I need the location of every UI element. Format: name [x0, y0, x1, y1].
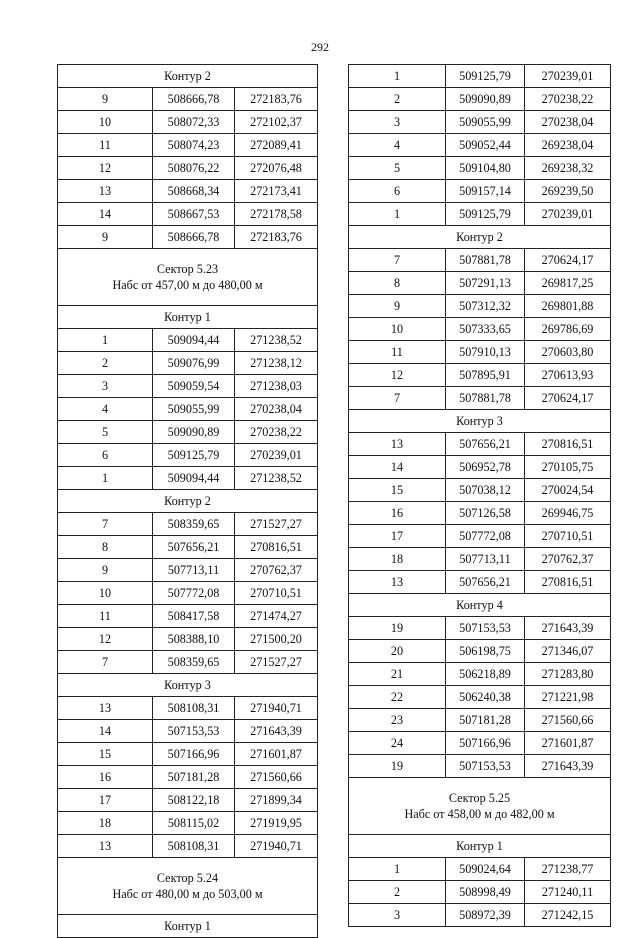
- table-row: [349, 180, 611, 203]
- x-coordinate-cell: 508998,49: [446, 881, 525, 904]
- y-coordinate-cell: 271283,80: [525, 663, 611, 686]
- contour-header-row: [58, 490, 318, 513]
- table-row: [58, 536, 318, 559]
- point-number-cell: 2: [349, 88, 446, 111]
- left-coordinates-column: [57, 64, 317, 938]
- x-coordinate-cell: 509052,44: [446, 134, 525, 157]
- x-coordinate-cell: 508667,53: [153, 203, 235, 226]
- table-row: [349, 502, 611, 525]
- x-coordinate-cell: 509157,14: [446, 180, 525, 203]
- y-coordinate-cell: 270624,17: [525, 249, 611, 272]
- y-coordinate-cell: 272089,41: [235, 134, 318, 157]
- x-coordinate-cell: 508666,78: [153, 226, 235, 249]
- point-number-cell: 14: [58, 720, 153, 743]
- y-coordinate-cell: 271238,03: [235, 375, 318, 398]
- table-row: [349, 525, 611, 548]
- x-coordinate-cell: 507895,91: [446, 364, 525, 387]
- x-coordinate-cell: 508666,78: [153, 88, 235, 111]
- point-number-cell: 18: [349, 548, 446, 571]
- point-number-cell: 2: [349, 881, 446, 904]
- y-coordinate-cell: 272076,48: [235, 157, 318, 180]
- y-coordinate-cell: 270710,51: [235, 582, 318, 605]
- point-number-cell: 16: [349, 502, 446, 525]
- right-coordinates-table: [348, 64, 611, 927]
- table-row: [58, 467, 318, 490]
- x-coordinate-cell: 508108,31: [153, 835, 235, 858]
- x-coordinate-cell: 507153,53: [153, 720, 235, 743]
- point-number-cell: 7: [349, 387, 446, 410]
- point-number-cell: 13: [58, 180, 153, 203]
- point-number-cell: 20: [349, 640, 446, 663]
- x-coordinate-cell: 507038,12: [446, 479, 525, 502]
- table-row: [349, 548, 611, 571]
- point-number-cell: 1: [349, 203, 446, 226]
- table-row: [58, 720, 318, 743]
- sector-header: [58, 858, 318, 915]
- x-coordinate-cell: 507181,28: [153, 766, 235, 789]
- table-row: [349, 732, 611, 755]
- x-coordinate-cell: 507166,96: [153, 743, 235, 766]
- point-number-cell: 7: [58, 651, 153, 674]
- point-number-cell: 8: [58, 536, 153, 559]
- y-coordinate-cell: 271899,34: [235, 789, 318, 812]
- y-coordinate-cell: 271643,39: [235, 720, 318, 743]
- table-row: [58, 582, 318, 605]
- sector-title: Сектор 5.24: [156, 871, 219, 885]
- x-coordinate-cell: 509125,79: [446, 203, 525, 226]
- table-row: [349, 904, 611, 927]
- y-coordinate-cell: 270816,51: [525, 433, 611, 456]
- table-row: [58, 134, 318, 157]
- table-row: [58, 329, 318, 352]
- x-coordinate-cell: 508417,58: [153, 605, 235, 628]
- table-row: [349, 755, 611, 778]
- left-coordinates-table: [57, 64, 318, 938]
- x-coordinate-cell: 509055,99: [153, 398, 235, 421]
- point-number-cell: 17: [349, 525, 446, 548]
- x-coordinate-cell: 507656,21: [446, 433, 525, 456]
- x-coordinate-cell: 507333,65: [446, 318, 525, 341]
- x-coordinate-cell: 509024,64: [446, 858, 525, 881]
- x-coordinate-cell: 508076,22: [153, 157, 235, 180]
- y-coordinate-cell: 269817,25: [525, 272, 611, 295]
- table-row: [349, 881, 611, 904]
- y-coordinate-cell: 272173,41: [235, 180, 318, 203]
- contour-header-row: [349, 835, 611, 858]
- y-coordinate-cell: 270238,22: [525, 88, 611, 111]
- x-coordinate-cell: 508072,33: [153, 111, 235, 134]
- contour-header: Контур 1: [58, 306, 318, 329]
- x-coordinate-cell: 506240,38: [446, 686, 525, 709]
- point-number-cell: 10: [349, 318, 446, 341]
- table-row: [349, 318, 611, 341]
- x-coordinate-cell: 507881,78: [446, 387, 525, 410]
- point-number-cell: 14: [58, 203, 153, 226]
- table-row: [349, 341, 611, 364]
- table-row: [349, 295, 611, 318]
- x-coordinate-cell: 509094,44: [153, 467, 235, 490]
- x-coordinate-cell: 508359,65: [153, 513, 235, 536]
- contour-header: Контур 3: [58, 674, 318, 697]
- point-number-cell: 11: [58, 134, 153, 157]
- point-number-cell: 11: [58, 605, 153, 628]
- table-row: [58, 789, 318, 812]
- point-number-cell: 9: [58, 88, 153, 111]
- table-row: [58, 628, 318, 651]
- y-coordinate-cell: 271601,87: [525, 732, 611, 755]
- x-coordinate-cell: 507153,53: [446, 755, 525, 778]
- y-coordinate-cell: 270239,01: [525, 65, 611, 88]
- point-number-cell: 1: [349, 858, 446, 881]
- table-row: [58, 375, 318, 398]
- point-number-cell: 19: [349, 755, 446, 778]
- y-coordinate-cell: 270762,37: [235, 559, 318, 582]
- sector-header: [58, 249, 318, 306]
- table-row: [58, 352, 318, 375]
- y-coordinate-cell: 272102,37: [235, 111, 318, 134]
- table-row: [58, 111, 318, 134]
- table-row: [58, 203, 318, 226]
- point-number-cell: 13: [58, 835, 153, 858]
- table-row: [349, 858, 611, 881]
- x-coordinate-cell: 507181,28: [446, 709, 525, 732]
- y-coordinate-cell: 270105,75: [525, 456, 611, 479]
- y-coordinate-cell: 271346,07: [525, 640, 611, 663]
- contour-header-row: [58, 674, 318, 697]
- contour-header: Контур 3: [349, 410, 611, 433]
- x-coordinate-cell: 507291,13: [446, 272, 525, 295]
- table-row: [349, 111, 611, 134]
- y-coordinate-cell: 272178,58: [235, 203, 318, 226]
- y-coordinate-cell: 271919,95: [235, 812, 318, 835]
- y-coordinate-cell: 271238,12: [235, 352, 318, 375]
- point-number-cell: 6: [58, 444, 153, 467]
- contour-header: Контур 2: [349, 226, 611, 249]
- y-coordinate-cell: 271242,15: [525, 904, 611, 927]
- point-number-cell: 13: [349, 433, 446, 456]
- x-coordinate-cell: 507713,11: [446, 548, 525, 571]
- y-coordinate-cell: 271527,27: [235, 651, 318, 674]
- y-coordinate-cell: 270238,04: [235, 398, 318, 421]
- x-coordinate-cell: 509055,99: [446, 111, 525, 134]
- x-coordinate-cell: 507126,58: [446, 502, 525, 525]
- y-coordinate-cell: 269946,75: [525, 502, 611, 525]
- contour-header: Контур 1: [58, 915, 318, 938]
- x-coordinate-cell: 509094,44: [153, 329, 235, 352]
- table-row: [58, 513, 318, 536]
- point-number-cell: 13: [349, 571, 446, 594]
- point-number-cell: 12: [58, 628, 153, 651]
- table-row: [349, 387, 611, 410]
- x-coordinate-cell: 509090,89: [153, 421, 235, 444]
- sector-title: Сектор 5.23: [156, 262, 219, 276]
- x-coordinate-cell: 509125,79: [153, 444, 235, 467]
- table-row: [58, 559, 318, 582]
- x-coordinate-cell: 507656,21: [446, 571, 525, 594]
- table-row: [349, 249, 611, 272]
- sector-header: [349, 778, 611, 835]
- x-coordinate-cell: 508108,31: [153, 697, 235, 720]
- point-number-cell: 6: [349, 180, 446, 203]
- x-coordinate-cell: 507881,78: [446, 249, 525, 272]
- table-row: [58, 226, 318, 249]
- table-row: [349, 364, 611, 387]
- y-coordinate-cell: 271238,52: [235, 467, 318, 490]
- point-number-cell: 3: [349, 904, 446, 927]
- y-coordinate-cell: 270816,51: [525, 571, 611, 594]
- y-coordinate-cell: 271474,27: [235, 605, 318, 628]
- y-coordinate-cell: 270238,04: [525, 111, 611, 134]
- point-number-cell: 13: [58, 697, 153, 720]
- point-number-cell: 15: [349, 479, 446, 502]
- point-number-cell: 17: [58, 789, 153, 812]
- point-number-cell: 3: [58, 375, 153, 398]
- x-coordinate-cell: 508074,23: [153, 134, 235, 157]
- table-row: [349, 640, 611, 663]
- table-row: [349, 203, 611, 226]
- table-row: [58, 398, 318, 421]
- contour-header-row: [58, 65, 318, 88]
- table-row: [58, 766, 318, 789]
- point-number-cell: 14: [349, 456, 446, 479]
- x-coordinate-cell: 507910,13: [446, 341, 525, 364]
- point-number-cell: 16: [58, 766, 153, 789]
- x-coordinate-cell: 509076,99: [153, 352, 235, 375]
- y-coordinate-cell: 271940,71: [235, 697, 318, 720]
- y-coordinate-cell: 271560,66: [235, 766, 318, 789]
- y-coordinate-cell: 271238,52: [235, 329, 318, 352]
- y-coordinate-cell: 271500,20: [235, 628, 318, 651]
- table-row: [58, 697, 318, 720]
- y-coordinate-cell: 271601,87: [235, 743, 318, 766]
- point-number-cell: 1: [58, 329, 153, 352]
- y-coordinate-cell: 270762,37: [525, 548, 611, 571]
- y-coordinate-cell: 271940,71: [235, 835, 318, 858]
- x-coordinate-cell: 507656,21: [153, 536, 235, 559]
- x-coordinate-cell: 506198,75: [446, 640, 525, 663]
- x-coordinate-cell: 509059,54: [153, 375, 235, 398]
- y-coordinate-cell: 269786,69: [525, 318, 611, 341]
- contour-header-row: [349, 410, 611, 433]
- x-coordinate-cell: 508388,10: [153, 628, 235, 651]
- y-coordinate-cell: 272183,76: [235, 226, 318, 249]
- y-coordinate-cell: 269239,50: [525, 180, 611, 203]
- y-coordinate-cell: 270239,01: [525, 203, 611, 226]
- point-number-cell: 19: [349, 617, 446, 640]
- contour-header: Контур 4: [349, 594, 611, 617]
- sector-height-range: Набс от 457,00 м до 480,00 м: [112, 278, 263, 292]
- x-coordinate-cell: 508668,34: [153, 180, 235, 203]
- x-coordinate-cell: 506218,89: [446, 663, 525, 686]
- y-coordinate-cell: 271221,98: [525, 686, 611, 709]
- point-number-cell: 1: [349, 65, 446, 88]
- x-coordinate-cell: 508359,65: [153, 651, 235, 674]
- point-number-cell: 9: [58, 559, 153, 582]
- x-coordinate-cell: 509104,80: [446, 157, 525, 180]
- table-row: [58, 743, 318, 766]
- right-coordinates-column: [348, 64, 610, 927]
- x-coordinate-cell: 506952,78: [446, 456, 525, 479]
- point-number-cell: 23: [349, 709, 446, 732]
- y-coordinate-cell: 269238,04: [525, 134, 611, 157]
- table-row: [349, 686, 611, 709]
- point-number-cell: 10: [58, 582, 153, 605]
- x-coordinate-cell: 508115,02: [153, 812, 235, 835]
- point-number-cell: 15: [58, 743, 153, 766]
- point-number-cell: 4: [58, 398, 153, 421]
- point-number-cell: 1: [58, 467, 153, 490]
- x-coordinate-cell: 508972,39: [446, 904, 525, 927]
- x-coordinate-cell: 507312,32: [446, 295, 525, 318]
- table-row: [349, 663, 611, 686]
- contour-header-row: [58, 306, 318, 329]
- table-row: [58, 88, 318, 111]
- point-number-cell: 11: [349, 341, 446, 364]
- x-coordinate-cell: 508122,18: [153, 789, 235, 812]
- sector-header-row: [58, 858, 318, 915]
- point-number-cell: 10: [58, 111, 153, 134]
- y-coordinate-cell: 271643,39: [525, 755, 611, 778]
- contour-header: Контур 2: [58, 65, 318, 88]
- point-number-cell: 3: [349, 111, 446, 134]
- point-number-cell: 4: [349, 134, 446, 157]
- sector-header-row: [58, 249, 318, 306]
- point-number-cell: 8: [349, 272, 446, 295]
- point-number-cell: 7: [349, 249, 446, 272]
- y-coordinate-cell: 270816,51: [235, 536, 318, 559]
- y-coordinate-cell: 269238,32: [525, 157, 611, 180]
- x-coordinate-cell: 507153,53: [446, 617, 525, 640]
- x-coordinate-cell: 509125,79: [446, 65, 525, 88]
- table-row: [58, 180, 318, 203]
- table-row: [58, 444, 318, 467]
- table-row: [349, 456, 611, 479]
- x-coordinate-cell: 509090,89: [446, 88, 525, 111]
- sector-height-range: Набс от 458,00 м до 482,00 м: [404, 807, 555, 821]
- y-coordinate-cell: 271560,66: [525, 709, 611, 732]
- point-number-cell: 12: [58, 157, 153, 180]
- point-number-cell: 9: [349, 295, 446, 318]
- y-coordinate-cell: 269801,88: [525, 295, 611, 318]
- y-coordinate-cell: 270239,01: [235, 444, 318, 467]
- y-coordinate-cell: 272183,76: [235, 88, 318, 111]
- y-coordinate-cell: 271238,77: [525, 858, 611, 881]
- table-row: [349, 709, 611, 732]
- table-row: [58, 157, 318, 180]
- y-coordinate-cell: 271643,39: [525, 617, 611, 640]
- point-number-cell: 5: [58, 421, 153, 444]
- point-number-cell: 18: [58, 812, 153, 835]
- table-row: [349, 134, 611, 157]
- y-coordinate-cell: 271527,27: [235, 513, 318, 536]
- contour-header: Контур 1: [349, 835, 611, 858]
- x-coordinate-cell: 507166,96: [446, 732, 525, 755]
- table-row: [349, 65, 611, 88]
- page-number: 292: [311, 40, 329, 54]
- y-coordinate-cell: 270024,54: [525, 479, 611, 502]
- y-coordinate-cell: 270238,22: [235, 421, 318, 444]
- y-coordinate-cell: 270624,17: [525, 387, 611, 410]
- table-row: [58, 605, 318, 628]
- y-coordinate-cell: 270710,51: [525, 525, 611, 548]
- table-row: [349, 479, 611, 502]
- table-row: [349, 157, 611, 180]
- sector-height-range: Набс от 480,00 м до 503,00 м: [112, 887, 263, 901]
- x-coordinate-cell: 507713,11: [153, 559, 235, 582]
- sector-header-row: [349, 778, 611, 835]
- point-number-cell: 21: [349, 663, 446, 686]
- sector-title: Сектор 5.25: [448, 791, 511, 805]
- point-number-cell: 22: [349, 686, 446, 709]
- x-coordinate-cell: 507772,08: [153, 582, 235, 605]
- table-row: [349, 617, 611, 640]
- table-row: [349, 88, 611, 111]
- table-row: [349, 571, 611, 594]
- x-coordinate-cell: 507772,08: [446, 525, 525, 548]
- point-number-cell: 12: [349, 364, 446, 387]
- point-number-cell: 7: [58, 513, 153, 536]
- point-number-cell: 9: [58, 226, 153, 249]
- y-coordinate-cell: 271240,11: [525, 881, 611, 904]
- point-number-cell: 5: [349, 157, 446, 180]
- point-number-cell: 24: [349, 732, 446, 755]
- table-row: [349, 433, 611, 456]
- contour-header-row: [349, 594, 611, 617]
- y-coordinate-cell: 270613,93: [525, 364, 611, 387]
- table-row: [349, 272, 611, 295]
- table-row: [58, 651, 318, 674]
- table-row: [58, 421, 318, 444]
- table-row: [58, 835, 318, 858]
- point-number-cell: 2: [58, 352, 153, 375]
- contour-header-row: [349, 226, 611, 249]
- contour-header: Контур 2: [58, 490, 318, 513]
- table-row: [58, 812, 318, 835]
- contour-header-row: [58, 915, 318, 938]
- y-coordinate-cell: 270603,80: [525, 341, 611, 364]
